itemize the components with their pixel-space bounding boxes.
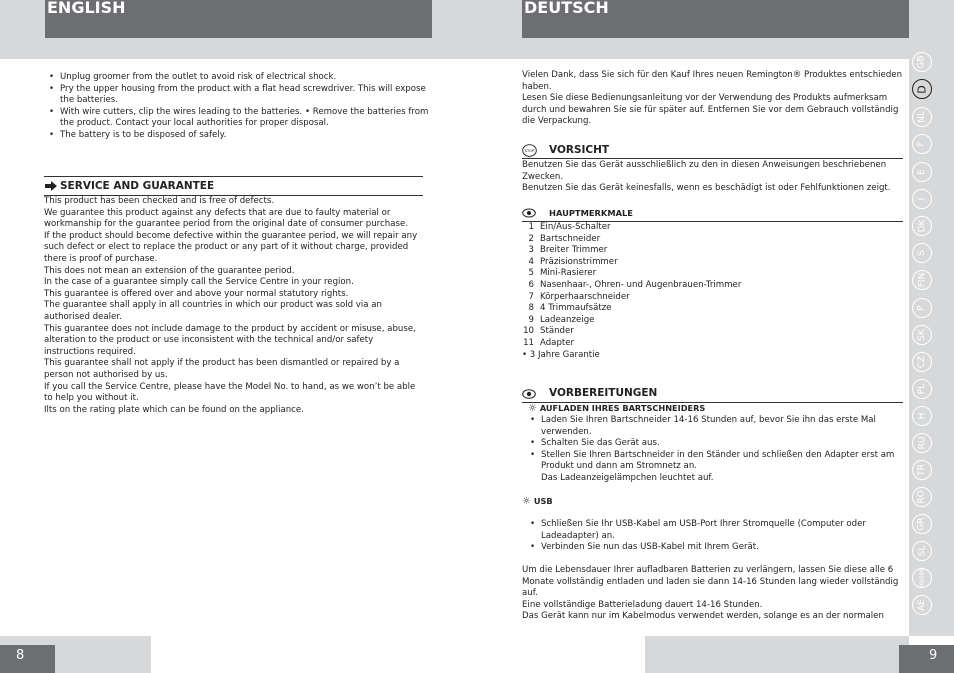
charging-title: AUFLADEN IHRES BARTSCHNEIDERS xyxy=(539,403,706,413)
battery-line: Das Gerät kann nur im Kabelmodus verwendet werden, solange es an der normalen xyxy=(522,611,884,622)
tab-tr[interactable] xyxy=(912,460,932,480)
tab-label: HR/SRB xyxy=(919,568,925,588)
tab-fin[interactable] xyxy=(912,270,932,290)
caution-heading xyxy=(522,142,903,159)
service-heading xyxy=(44,176,423,196)
battery-line: Um die Lebensdauer Ihrer aufladbaren Batterien zu verlängern, lassen Sie diese alle 6 Monate vollständig entladen und laden sie dann 14-16 Stunden lang wieder vollständig auf. xyxy=(522,565,899,599)
tab-label: GR xyxy=(916,517,927,531)
right-page-title: DEUTSCH xyxy=(524,0,609,17)
caution-line: Benutzen Sie das Gerät keinesfalls, wenn es beschädigt ist oder Fehlfunktionen zeigt. xyxy=(522,183,891,194)
tab-label: D xyxy=(915,84,929,94)
bullet-item: • The battery is to be disposed of safely. xyxy=(45,130,430,142)
bullet-item: • With wire cutters, clip the wires leading to the batteries. • Remove the batteries from the product. Contact your local authorities for proper disposal. xyxy=(45,107,430,130)
tab-label: GB xyxy=(917,55,927,69)
charging-heading xyxy=(528,403,908,415)
tab-h[interactable] xyxy=(912,406,932,426)
intro-line: Lesen Sie diese Bedienungsanleitung vor der Verwendung des Produkts aufmerksam durch und bewahren Sie sie für später auf. Entfernen Sie vor dem Gebrauch vollständig die Verpackung. xyxy=(522,93,899,127)
feature-extra: • 3 Jahre Garantie xyxy=(522,349,600,360)
tab-label: AE xyxy=(917,599,927,611)
charging-bullet: • Schalten Sie das Gerät aus. xyxy=(526,438,906,450)
tab-dk[interactable] xyxy=(912,216,932,236)
tab-ro[interactable] xyxy=(912,487,932,507)
tab-label: TR xyxy=(916,464,927,476)
tab-ae[interactable] xyxy=(912,595,932,615)
prep-title: VORBEREITUNGEN xyxy=(549,387,658,399)
service-line: This guarantee is offered over and above your normal statutory rights. xyxy=(44,288,349,299)
usb-text xyxy=(526,519,906,554)
service-text xyxy=(44,196,425,416)
tab-sl[interactable] xyxy=(912,541,932,561)
feature-item: 9 Ladeanzeige xyxy=(528,314,595,325)
sun-icon: ☼ xyxy=(528,403,537,414)
right-page-number: 9 xyxy=(929,648,938,663)
stop-icon xyxy=(522,144,537,157)
service-title: SERVICE AND GUARANTEE xyxy=(60,180,215,192)
service-line: This guarantee does not include damage to the product by accident or misuse, abuse, alteration to the product or use inconsistent with the technical and/or safety instructions required. xyxy=(44,323,416,357)
prep-heading xyxy=(522,385,903,403)
usb-title: USB xyxy=(533,496,553,506)
left-page-number-box xyxy=(0,645,55,673)
tab-d[interactable] xyxy=(912,79,932,99)
caution-line: Benutzen Sie das Gerät ausschließlich zu den in diesen Anweisungen beschriebenen Zwecken. xyxy=(522,160,887,182)
tab-s[interactable] xyxy=(912,243,932,263)
feature-item: 11 Adapter xyxy=(523,337,575,348)
tab-label: RU xyxy=(917,436,927,450)
stop-icon-label: STOP xyxy=(524,149,535,153)
bullet-item: • Pry the upper housing from the product with a flat head screwdriver. This will expose the batteries. xyxy=(45,84,430,107)
service-line: We guarantee this product against any defects that are due to faulty material or workmanship for the guarantee period from the original date of consumer purchase. xyxy=(44,207,408,230)
charging-bullet: • Laden Sie Ihren Bartschneider 14-16 Stunden auf, bevor Sie ihn das erste Mal verwenden. xyxy=(526,415,906,438)
tab-label: F xyxy=(917,141,927,147)
tab-label: E xyxy=(917,169,927,175)
tab-label: H xyxy=(917,412,927,420)
caution-text xyxy=(522,160,906,195)
eye-icon xyxy=(522,208,536,218)
tab-label: DK xyxy=(917,219,927,233)
feature-item: 3 Breiter Trimmer xyxy=(528,245,608,256)
tab-nl[interactable] xyxy=(912,107,932,127)
service-line: This product has been checked and is free of defects. xyxy=(44,196,275,206)
tab-e[interactable] xyxy=(912,162,932,182)
tab-sk[interactable] xyxy=(912,325,932,345)
caution-title: VORSICHT xyxy=(549,144,610,156)
feature-item: 5 Mini-Rasierer xyxy=(528,268,597,279)
usb-heading xyxy=(522,496,902,508)
tab-label: SL xyxy=(916,545,927,557)
feature-item: 10 Ständer xyxy=(523,326,574,337)
tab-label: S xyxy=(917,250,927,256)
tab-label: SK xyxy=(917,329,927,341)
intro-line: Vielen Dank, dass Sie sich für den Kauf Ihres neuen Remington® Produktes entschieden haben. xyxy=(522,70,903,92)
left-bullets xyxy=(45,72,430,142)
tab-f[interactable] xyxy=(912,134,932,154)
left-page-number: 8 xyxy=(16,648,25,663)
feature-item: 8 4 Trimmaufsätze xyxy=(528,303,612,314)
feature-item: 1 Ein/Aus-Schalter xyxy=(528,222,611,232)
usb-bullet: • Schließen Sie Ihr USB-Kabel am USB-Port Ihrer Stromquelle (Computer oder Ladeadapter) an. xyxy=(526,519,906,542)
battery-line: Eine vollständige Batterieladung dauert 14-16 Stunden. xyxy=(522,599,763,610)
tab-label: PL xyxy=(916,383,927,395)
service-line: This does not mean an extension of the guarantee period. xyxy=(44,265,295,276)
arrow-right-icon xyxy=(44,180,58,192)
tab-label: FIN xyxy=(916,272,927,288)
tab-label: CZ xyxy=(916,355,927,369)
left-page-title: ENGLISH xyxy=(47,0,126,17)
tab-label: RO xyxy=(917,490,927,504)
service-line: If you call the Service Centre, please have the Model No. to hand, as we won’t be able to help you without it. xyxy=(44,381,416,404)
left-page-header xyxy=(45,0,432,38)
features-list xyxy=(516,222,900,361)
tab-p[interactable] xyxy=(912,298,932,318)
service-line: In the case of a guarantee simply call the Service Centre in your region. xyxy=(44,277,354,288)
service-line: This guarantee shall not apply if the product has been dismantled or repaired by a person not authorised by us. xyxy=(44,358,400,380)
tab-label: NL xyxy=(917,111,927,123)
battery-text xyxy=(522,565,906,623)
charging-bullet: • Stellen Sie Ihren Bartschneider in den Ständer und schließen den Adapter erst am Produkt und dann am Stromnetz an. xyxy=(526,450,906,473)
charging-text xyxy=(526,415,906,485)
tab-cz[interactable] xyxy=(912,352,932,372)
features-title: HAUPTMERKMALE xyxy=(549,208,633,218)
intro-text xyxy=(522,70,906,128)
feature-item: 6 Nasenhaar-, Ohren- und Augenbrauen-Trimmer xyxy=(528,279,742,290)
sun-icon: ☼ xyxy=(522,496,531,507)
tab-label: I xyxy=(917,197,927,201)
bullet-item: • Unplug groomer from the outlet to avoid risk of electrical shock. xyxy=(45,72,430,84)
service-line: The guarantee shall apply in all countries in which our product was sold via an authorised dealer. xyxy=(44,300,382,322)
service-line: Ilts on the rating plate which can be found on the appliance. xyxy=(44,404,304,415)
charging-note: Das Ladeanzeigelämpchen leuchtet auf. xyxy=(541,472,714,483)
right-footer-band xyxy=(645,636,909,673)
tab-pl[interactable] xyxy=(912,379,932,399)
tab-gb[interactable] xyxy=(912,52,932,72)
eye-icon xyxy=(522,388,536,400)
usb-bullet: • Verbinden Sie nun das USB-Kabel mit Ihrem Gerät. xyxy=(526,542,906,554)
right-page-header xyxy=(522,0,909,38)
feature-item: 7 Körperhaarschneider xyxy=(528,291,630,302)
tab-label: P xyxy=(917,305,927,311)
tab-i[interactable] xyxy=(912,189,932,209)
feature-item: 2 Bartschneider xyxy=(528,233,601,244)
tab-hrsrb[interactable] xyxy=(912,568,932,588)
service-line: If the product should become defective within the guarantee period, we will repair any such defect or elect to replace the product or any part of it without charge, provided there is proof of purchase. xyxy=(44,230,418,264)
right-page-number-box xyxy=(899,645,954,673)
features-heading xyxy=(522,206,903,222)
feature-item: 4 Präzisionstrimmer xyxy=(528,256,618,267)
tab-ru[interactable] xyxy=(912,433,932,453)
tab-gr[interactable] xyxy=(912,514,932,534)
